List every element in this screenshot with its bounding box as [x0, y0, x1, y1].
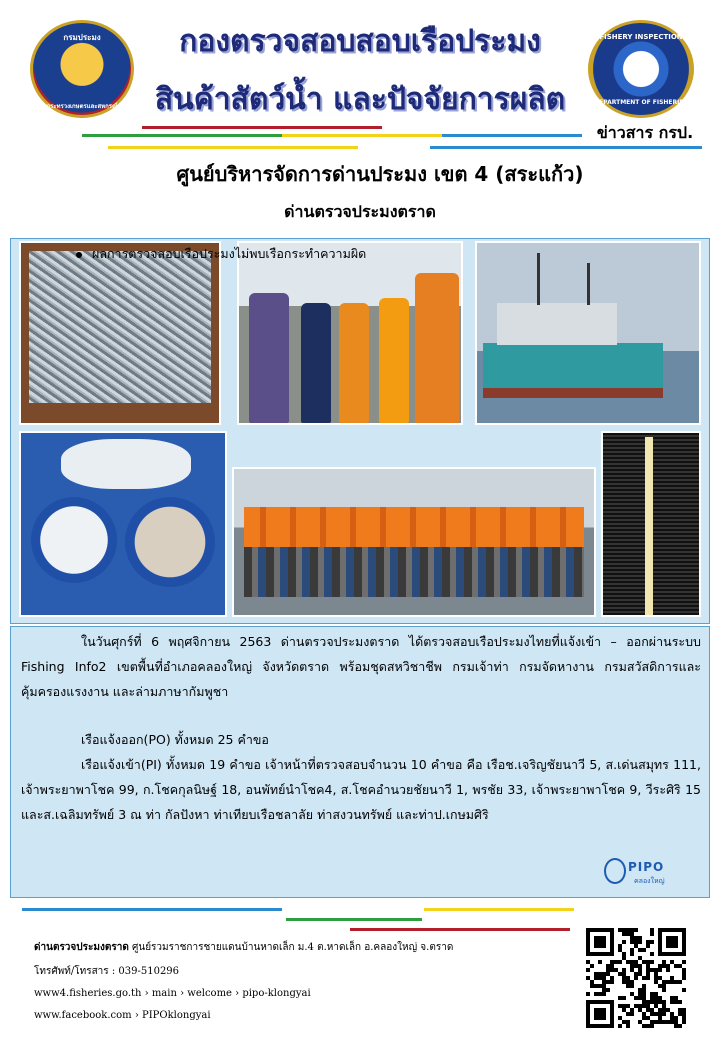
divider-yellow	[282, 134, 442, 137]
pipo-logo-subtext: คลองใหญ่	[634, 877, 665, 885]
photo-net-measurement	[601, 431, 701, 617]
photo-officers-meeting	[237, 241, 463, 425]
logo-left-top-text: กรมประมง	[63, 33, 101, 42]
office-address: ศูนย์รวมราชการชายแดนบ้านหาดเล็ก ม.4 ต.หาดเล็ก อ.คลองใหญ่ จ.ตราด	[132, 942, 454, 953]
photo-fishing-boat	[475, 241, 701, 425]
page-title-line-2: สินค้าสัตว์น้ำ และปัจจัยการผลิต	[154, 82, 566, 117]
checkpoint-subtitle: ด่านตรวจประมงตราด	[284, 202, 436, 221]
pipo-logo-text: PIPO	[628, 860, 665, 874]
department-of-fisheries-logo	[30, 20, 134, 118]
body-paragraph-3: เรือแจ้งเข้า(PI) ทั้งหมด 19 คำขอ เจ้าหน้าที่ตรวจสอบจำนวน 10 คำขอ คือ เรือช.เจริญชัยนาวี 5, ส.เด่นสมุทร 111, เจ้าพระยาพาโชค 99, ก.โชคกุลนิษฐ์ 18, อนพัทย์นำโชค4, ส.โชคอำนวยชัยนาวี 1, พรชัย 33, เจ้าพระยาพาโชค 9, วีระศิริ 15 และส.เฉลิมทรัพย์ 3 ณ ท่า กัลปังหา ท่าเทียบเรือชลาลัย ท่าสงวนทรัพย์ และท่าป.เกษมศิริ	[21, 757, 701, 822]
pipo-logo	[604, 854, 696, 894]
logo-left-bottom-text: กระทรวงเกษตรและสหกรณ์	[46, 103, 118, 110]
footer-divider-red	[350, 928, 570, 931]
inspection-result: ผลการตรวจสอบเรือประมงไม่พบเรือกระทำความผิด	[92, 246, 367, 261]
logo-right-bottom-text: DEPARTMENT OF FISHERIES	[594, 99, 688, 106]
body-paragraph-2: เรือแจ้งออก(PO) ทั้งหมด 25 คำขอ	[81, 732, 269, 747]
fishery-inspection-logo	[588, 20, 694, 118]
divider-blue	[442, 134, 582, 137]
footer-office	[34, 940, 453, 955]
footer-website-link[interactable]: www4.fisheries.go.th › main › welcome › pipo-klongyai	[34, 988, 311, 999]
photo-ice-barrels	[19, 431, 227, 617]
footer-facebook-link[interactable]: www.facebook.com › PIPOklongyai	[34, 1010, 211, 1021]
photo-collage	[10, 238, 710, 624]
footer-divider-green	[286, 918, 422, 921]
divider-yellow-2	[108, 146, 358, 149]
footer-divider-blue	[22, 908, 282, 911]
body-paragraph-1: ในวันศุกร์ที่ 6 พฤศจิกายน 2563 ด่านตรวจประมงตราด ได้ตรวจสอบเรือประมงไทยที่แจ้งเข้า – ออกผ่านระบบ Fishing Info2 เขตพื้นที่อำเภอคลองใหญ่ จังหวัดตราด พร้อมชุดสหวิชาชีพ กรมเจ้าท่า กรมจัดหางาน กรมสวัสดิการและคุ้มครองแรงงาน และล่ามภาษากัมพูชา	[21, 634, 701, 699]
page-title-line-1: กองตรวจสอบสอบเรือประมง	[179, 24, 541, 59]
photo-fish-catch	[19, 241, 221, 425]
footer-divider-yellow	[424, 908, 574, 911]
office-name: ด่านตรวจประมงตราด	[34, 942, 129, 953]
qr-code-icon	[578, 924, 710, 1036]
logo-right-top-text: FISHERY INSPECTION	[599, 33, 683, 41]
divider-red	[142, 126, 382, 129]
photo-group-crew	[232, 467, 596, 617]
footer-phone: โทรศัพท์/โทรสาร : 039-510296	[34, 966, 180, 977]
center-subtitle: ศูนย์บริหารจัดการด่านประมง เขต 4 (สระแก้ว)	[176, 162, 584, 186]
news-label: ข่าวสาร กรป.	[596, 123, 694, 142]
divider-blue-2	[430, 146, 702, 149]
bullet-icon	[76, 252, 82, 258]
divider-green	[82, 134, 282, 137]
